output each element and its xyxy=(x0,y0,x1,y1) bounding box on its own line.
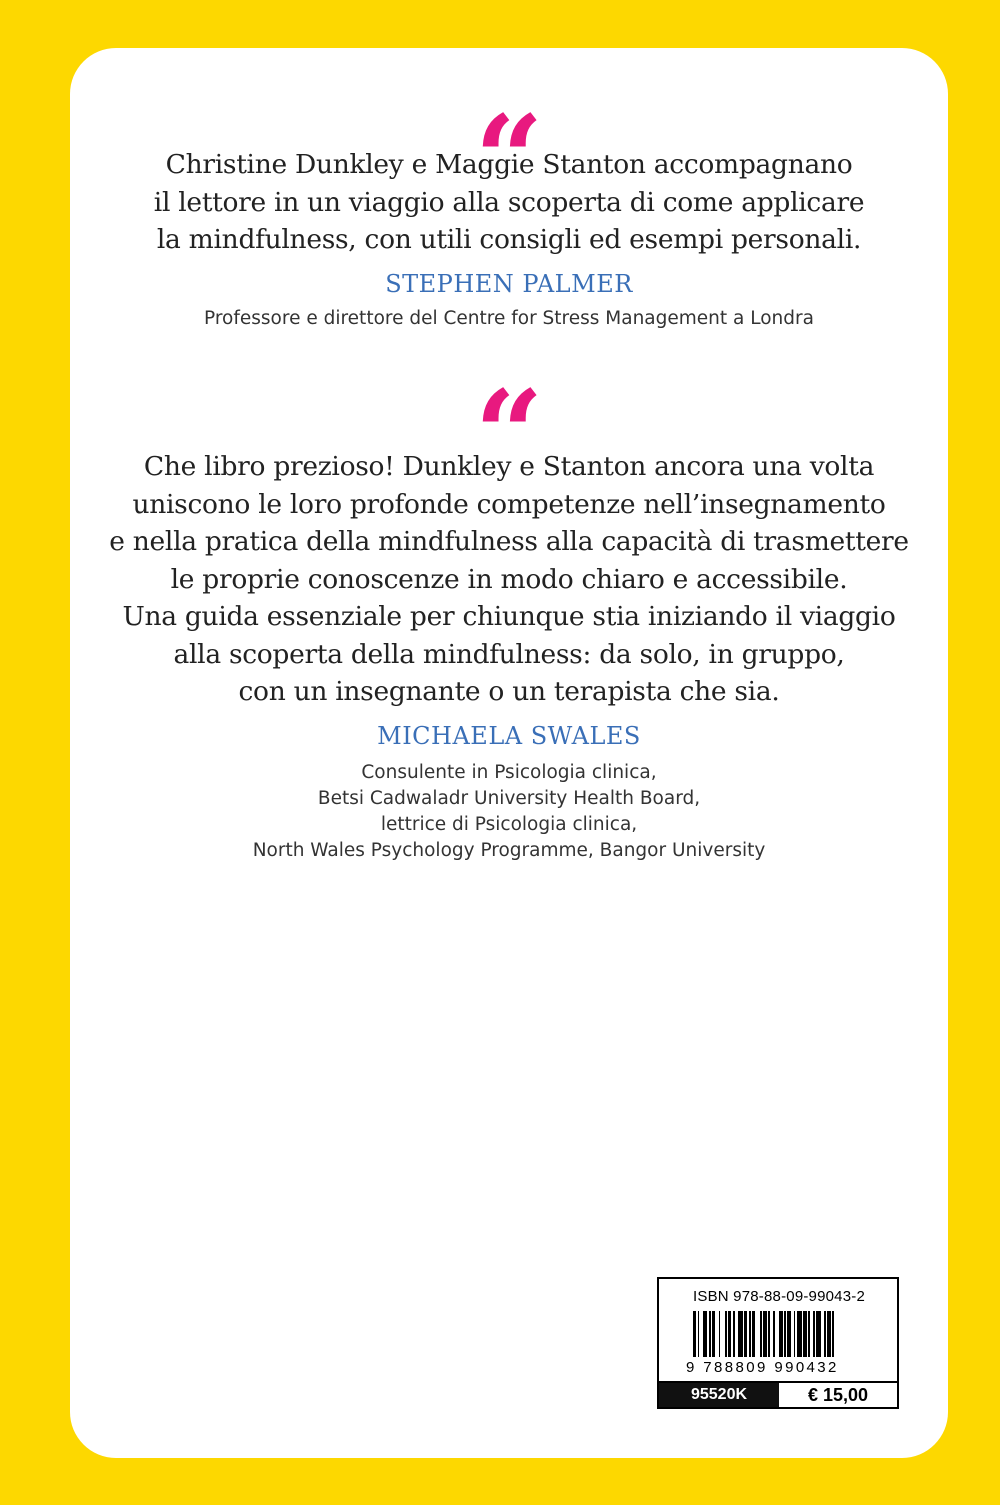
barcode-bar xyxy=(709,1311,711,1357)
barcode-bar xyxy=(827,1311,830,1357)
role-line: North Wales Psychology Programme, Bangor University xyxy=(252,840,766,861)
barcode-bar xyxy=(779,1311,782,1357)
barcode-bar xyxy=(768,1311,770,1357)
quote-line: Una guida essenziale per chiunque stia iniziando il viaggio xyxy=(122,601,896,632)
role-line: Betsi Cadwaladr University Health Board, xyxy=(317,788,701,809)
barcode-bar xyxy=(749,1311,751,1357)
barcode-bar xyxy=(698,1311,700,1357)
role-line: Professore e direttore del Centre for Stress Management a Londra xyxy=(204,308,814,329)
barcode-footer xyxy=(659,1381,897,1407)
barcode-bar xyxy=(752,1311,755,1357)
quote-2-author-role xyxy=(70,760,948,864)
quote-2-text xyxy=(70,448,948,711)
role-line: lettrice di Psicologia clinica, xyxy=(380,814,638,835)
barcode-bar xyxy=(760,1311,762,1357)
quote-1-author-role xyxy=(70,306,948,332)
barcode-bar xyxy=(719,1311,721,1357)
barcode-bar xyxy=(787,1311,790,1357)
barcode-bar xyxy=(794,1311,796,1357)
barcode-bar xyxy=(728,1311,731,1357)
quote-line: e nella pratica della mindfulness alla capacità di trasmettere xyxy=(109,526,909,557)
quote-2-author: MICHAELA SWALES xyxy=(377,722,641,750)
barcode-bar xyxy=(763,1311,766,1357)
back-cover-card xyxy=(70,48,948,1458)
barcode-bar xyxy=(832,1311,834,1357)
quote-line: le proprie conoscenze in modo chiaro e accessibile. xyxy=(170,563,848,595)
barcode-bar xyxy=(803,1311,806,1357)
quote-line: Christine Dunkley e Maggie Stanton accompagnano xyxy=(165,149,853,180)
quote-line: uniscono le loro profonde competenze nell’insegnamento xyxy=(132,488,886,520)
isbn-barcode-box xyxy=(657,1277,899,1409)
isbn-label: ISBN 978-88-09-99043-2 xyxy=(693,1288,866,1305)
quote-line: il lettore in un viaggio alla scoperta di come applicare xyxy=(153,186,865,218)
quote-line: Che libro prezioso! Dunkley e Stanton ancora una volta xyxy=(143,451,875,482)
barcode-bar xyxy=(712,1311,715,1357)
barcode-bar xyxy=(797,1311,802,1357)
quote-1-text xyxy=(70,146,948,259)
barcode-bar xyxy=(703,1311,708,1357)
barcode-bar xyxy=(813,1311,815,1357)
barcode-bar xyxy=(738,1311,743,1357)
barcode-bar xyxy=(725,1311,727,1357)
barcode-bars xyxy=(693,1311,887,1357)
price: € 15,00 xyxy=(807,1384,869,1405)
barcode-bar xyxy=(808,1311,810,1357)
barcode-digits: 9 788809 990432 xyxy=(686,1359,839,1376)
barcode-bar xyxy=(733,1311,735,1357)
quote-line: con un insegnante o un terapista che sia. xyxy=(238,676,780,707)
barcode-bar xyxy=(824,1311,826,1357)
product-code: 95520K xyxy=(659,1383,779,1407)
quote-line: alla scoperta della mindfulness: da solo, in gruppo, xyxy=(173,638,845,670)
barcode-bar xyxy=(773,1311,775,1357)
barcode-bar xyxy=(784,1311,786,1357)
quote-1-author: STEPHEN PALMER xyxy=(385,270,633,298)
quote-line: la mindfulness, con utili consigli ed esempi personali. xyxy=(156,224,862,255)
role-line: Consulente in Psicologia clinica, xyxy=(361,762,657,783)
barcode-bar xyxy=(693,1311,696,1357)
quote-mark-icon: “ xyxy=(474,89,544,230)
barcode-bar xyxy=(816,1311,821,1357)
barcode-bar xyxy=(744,1311,747,1357)
quote-mark-icon: “ xyxy=(474,364,544,505)
